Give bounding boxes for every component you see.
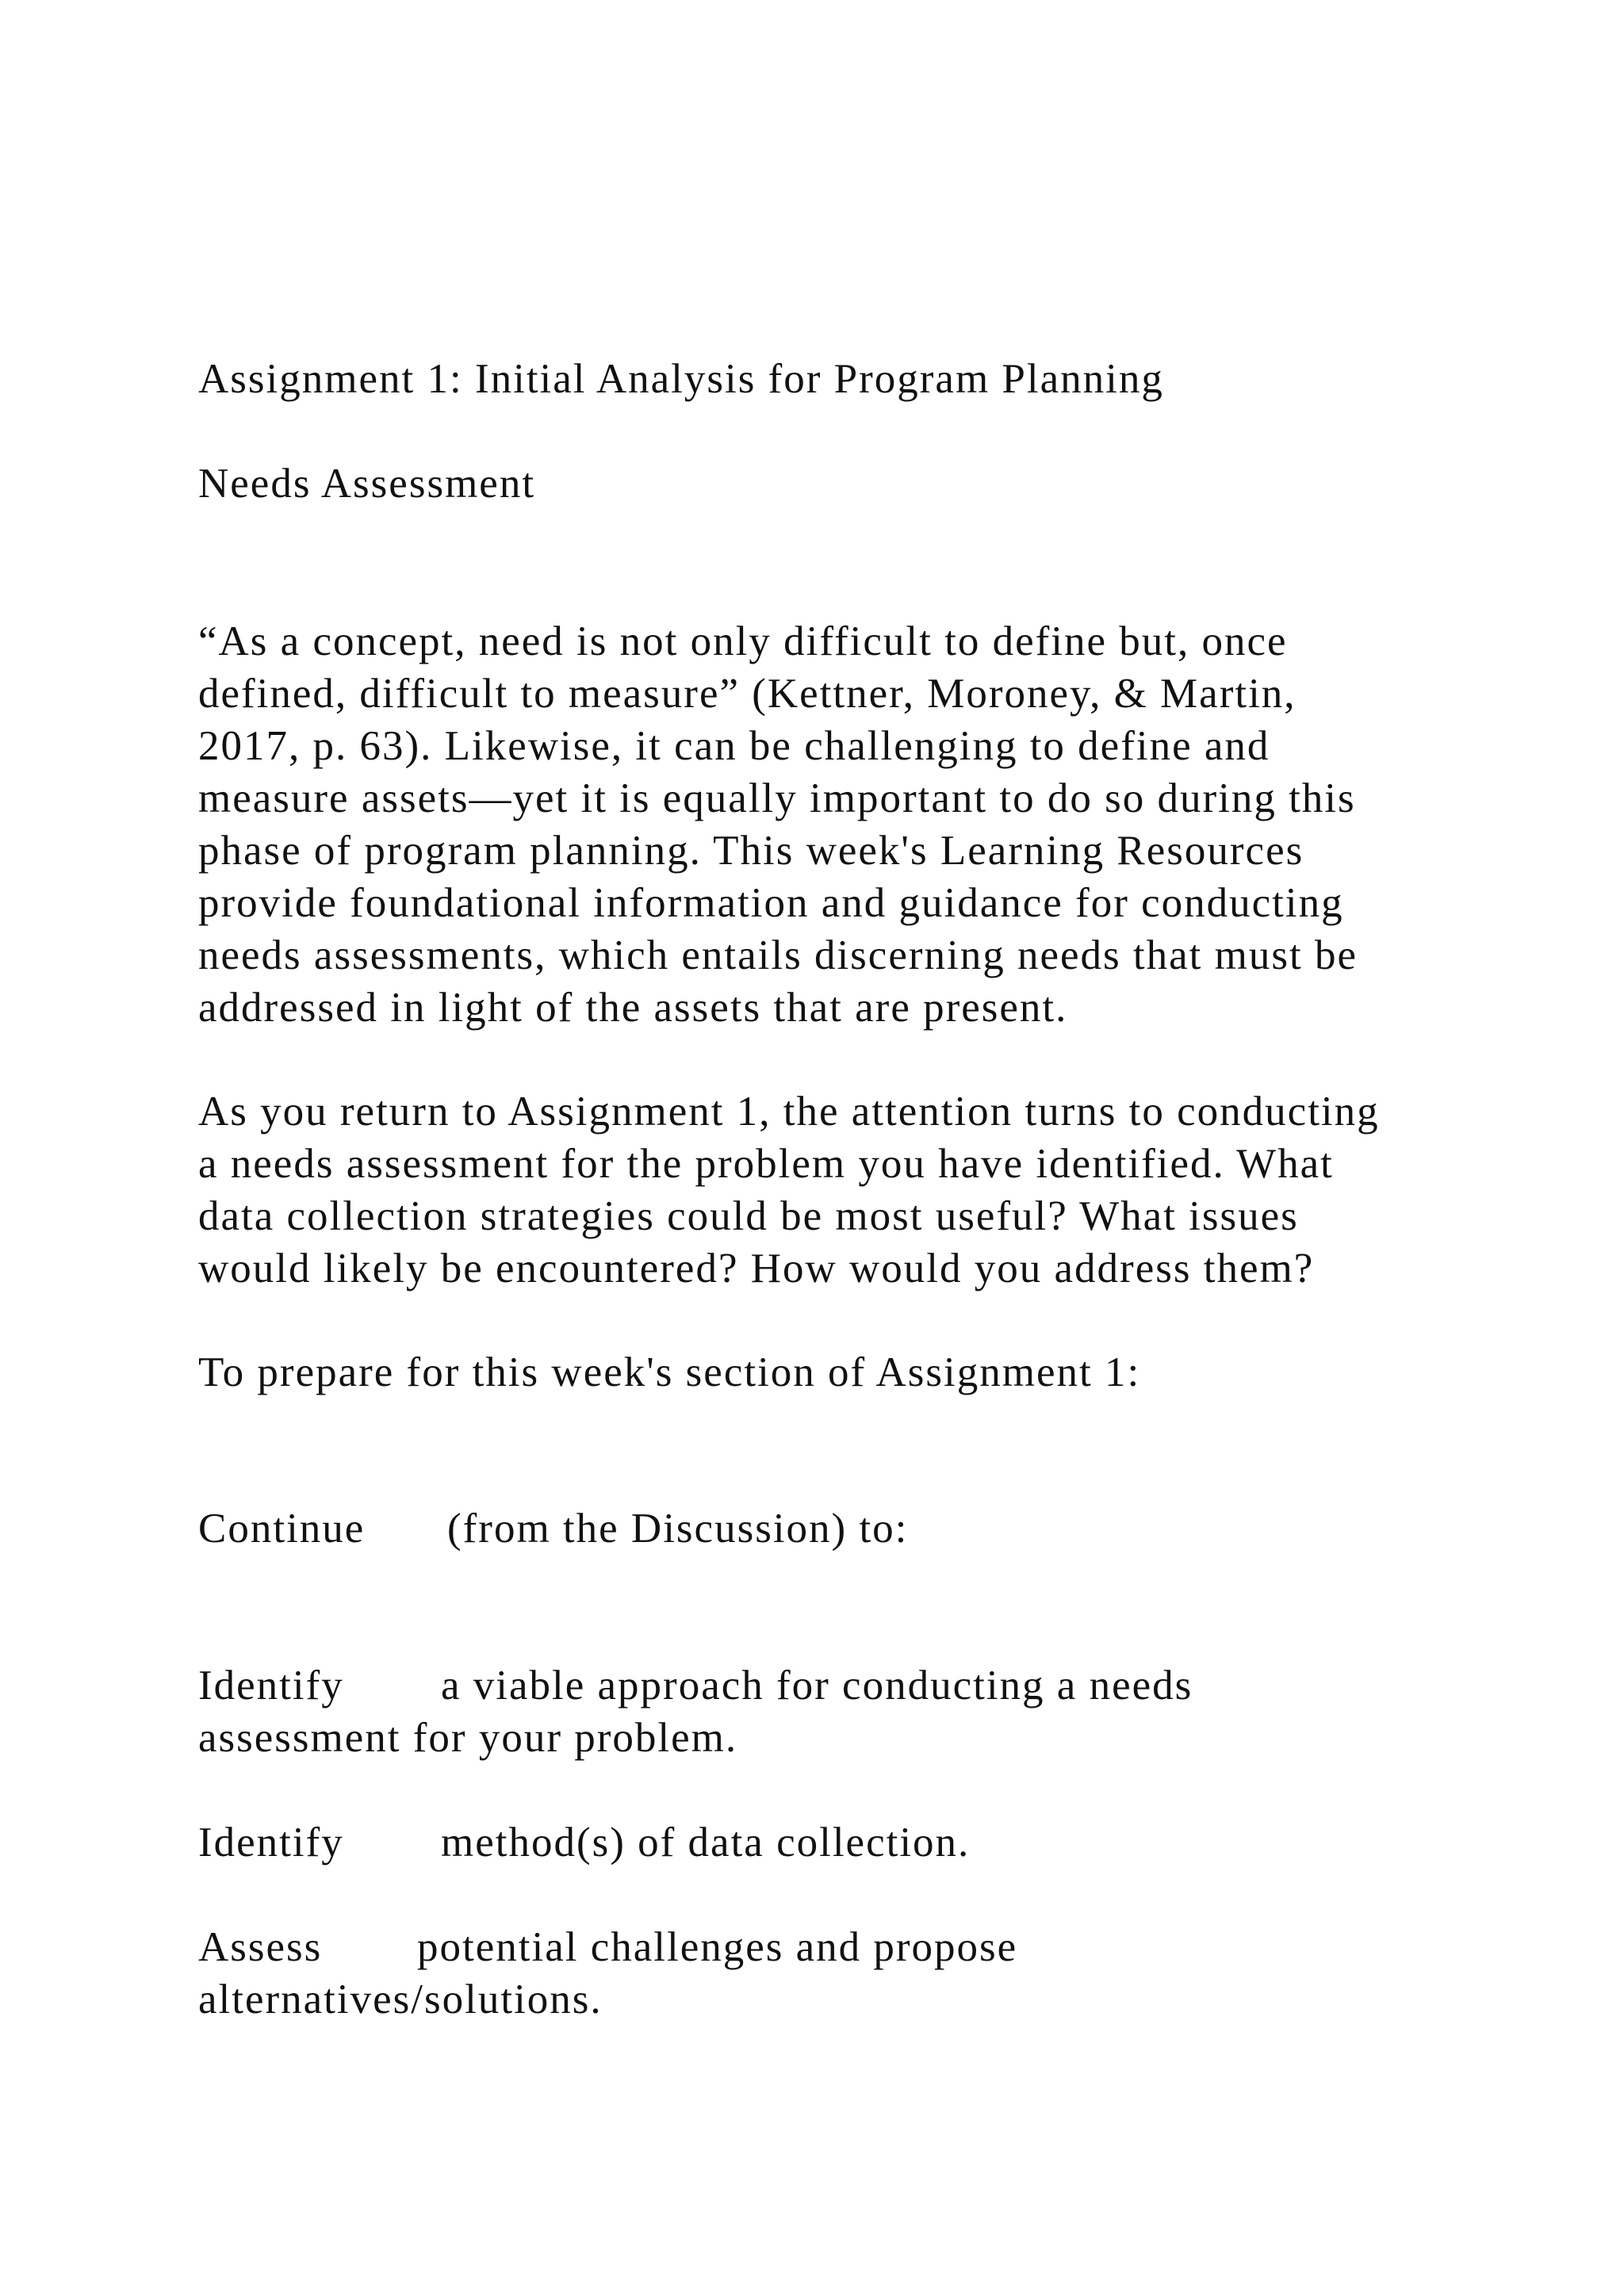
step-text: method(s) of data collection. — [441, 1820, 971, 1866]
step-verb: Identify — [198, 1663, 344, 1709]
step-text: a viable approach for conducting a needs — [441, 1663, 1193, 1709]
paragraph-line: would likely be encountered? How would you address them? — [198, 1246, 1315, 1292]
paragraph-line: needs assessments, which entails discerning needs that must be — [198, 932, 1358, 978]
step-text: (from the Discussion) to: — [447, 1506, 909, 1552]
paragraph-line: data collection strategies could be most useful? What issues — [198, 1193, 1299, 1239]
step-verb: Continue — [198, 1506, 366, 1552]
paragraph-line: addressed in light of the assets that are present. — [198, 985, 1068, 1031]
step-verb: Identify — [198, 1820, 344, 1866]
paragraph-line: As you return to Assignment 1, the attention turns to conducting — [198, 1089, 1380, 1135]
paragraph-line: a needs assessment for the problem you have identified. What — [198, 1141, 1334, 1187]
step-continuation: alternatives/solutions. — [198, 1976, 603, 2022]
step-continuation: assessment for your problem. — [198, 1715, 738, 1761]
assignment-title: Assignment 1: Initial Analysis for Program Planning — [198, 356, 1164, 402]
section-heading: Needs Assessment — [198, 461, 536, 507]
paragraph-line: phase of program planning. This week's Learning Resources — [198, 828, 1304, 874]
paragraph-line: 2017, p. 63). Likewise, it can be challenging to define and — [198, 723, 1270, 769]
paragraph-line: “As a concept, need is not only difficult to define but, once — [198, 618, 1288, 664]
step-text: potential challenges and propose — [417, 1924, 1018, 1970]
paragraph-line: defined, difficult to measure” (Kettner, Moroney, & Martin, — [198, 671, 1297, 717]
paragraph-line: measure assets—yet it is equally important to do so during this — [198, 775, 1356, 821]
step-verb: Assess — [198, 1924, 323, 1970]
prepare-line: To prepare for this week's section of Assignment 1: — [198, 1349, 1141, 1395]
paragraph-line: provide foundational information and guidance for conducting — [198, 880, 1344, 926]
